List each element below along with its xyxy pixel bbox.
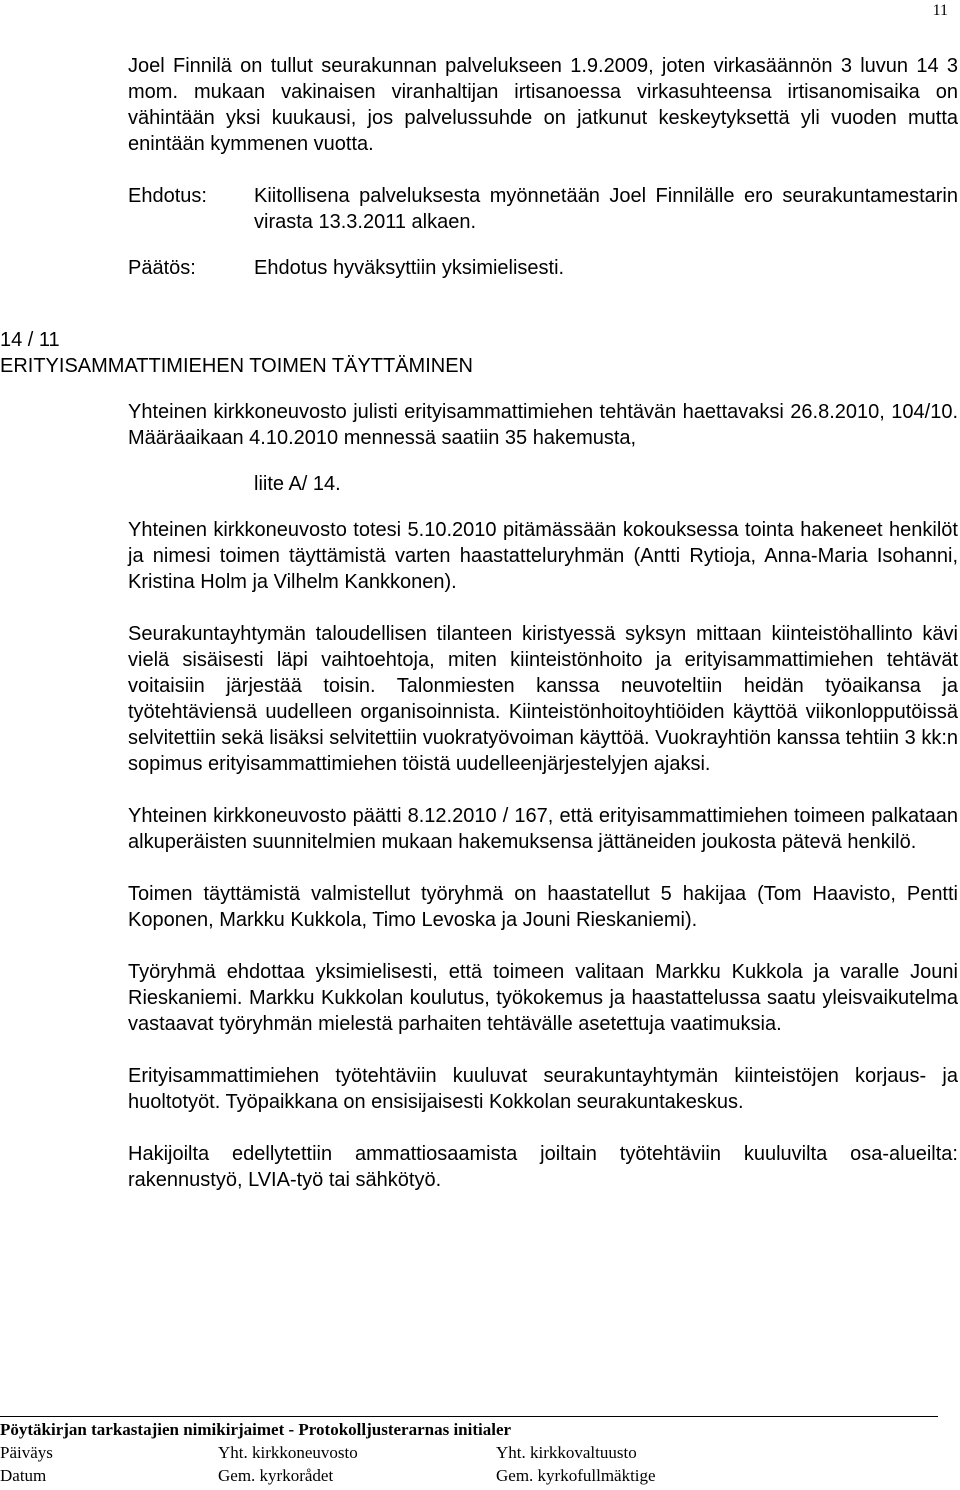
footer-assembly-sv: Gem. kyrkofullmäktige	[496, 1466, 656, 1485]
footer-divider	[0, 1416, 938, 1417]
footer	[0, 1418, 960, 1487]
section-title: ERITYISAMMATTIMIEHEN TOIMEN TÄYTTÄMINEN	[0, 355, 473, 377]
paragraph-8: Hakijoilta edellytettiin ammattiosaamista joiltain työtehtäviin kuuluvilta osa-alueilta: rakennustyö, LVIA-työ tai sähkötyö.	[128, 1143, 958, 1191]
footer-row-fi	[0, 1441, 960, 1464]
footer-date-label-sv: Datum	[0, 1466, 47, 1485]
paragraph-6: Työryhmä ehdottaa yksimielisesti, että toimeen valitaan Markku Kukkola ja varalle Jouni Rieskaniemi. Markku Kukkolan koulutus, työkokemus ja haastattelussa saatu yleisvaikutelma vastaavat työryhmän mielestä parhaiten tehtävälle asetettuja vaatimuksia.	[128, 961, 958, 1035]
footer-assembly-fi: Yht. kirkkovaltuusto	[496, 1443, 637, 1462]
paragraph-5: Toimen täyttämistä valmistellut työryhmä on haastatellut 5 hakijaa (Tom Haavisto, Pentti Koponen, Markku Kukkola, Timo Levoska ja Jouni Rieskaniemi).	[128, 883, 958, 931]
decision-text: Ehdotus hyväksyttiin yksimielisesti.	[254, 257, 565, 279]
footer-council-fi: Yht. kirkkoneuvosto	[218, 1443, 358, 1462]
paragraph-3: Seurakuntayhtymän taloudellisen tilanteen kiristyessä syksyn mittaan kiinteistöhallinto kävi vielä sisäisesti läpi vaihtoehtoja, miten kiinteistönhoito ja erityisammattimiehen tehtävät voitaisiin järjestää toisin. Talonmiesten kanssa neuvoteltiin heidän työaikansa ja työtehtäviensä uudelleen organisoinnista. Kiinteistönhoitoyhtiöiden käyttöä viikonlopputöissä selvitettiin sekä lisäksi selvitettiin vuokratyövoiman käyttöä. Vuokrayhtiön kanssa tehtiin 3 kk:n sopimus erityisammattimiehen töistä uudelleenjärjestelyjen ajaksi.	[128, 623, 958, 775]
proposal-text: Kiitollisena palveluksesta myönnetään Joel Finnilälle ero seurakuntamestarin virasta 13.3.2011 alkaen.	[254, 185, 958, 233]
proposal-label: Ehdotus:	[128, 185, 207, 207]
attachment-reference: liite A/ 14.	[254, 473, 341, 495]
section-number: 14 / 11	[0, 329, 60, 351]
decision-row	[128, 255, 958, 281]
page-number: 11	[932, 2, 948, 19]
footer-council-sv: Gem. kyrkorådet	[218, 1466, 334, 1485]
footer-title: Pöytäkirjan tarkastajien nimikirjaimet - Protokolljusterarnas initialer	[0, 1420, 512, 1439]
paragraph-1: Yhteinen kirkkoneuvosto julisti erityisammattimiehen tehtävän haettavaksi 26.8.2010, 104/10. Määräaikaan 4.10.2010 mennessä saatiin 35 hakemusta,	[128, 401, 958, 449]
document-body	[0, 53, 958, 1193]
footer-row-sv	[0, 1464, 960, 1487]
proposal-row	[128, 183, 958, 235]
intro-paragraph: Joel Finnilä on tullut seurakunnan palvelukseen 1.9.2009, joten virkasäännön 3 luvun 14 3 mom. mukaan vakinaisen viranhaltijan irtisanoessa virkasuhteensa irtisanomisaika on vähintään yksi kuukausi, jos palvelussuhde on jatkunut keskeytyksettä yli vuoden mutta enintään kymmenen vuotta.	[128, 55, 958, 155]
paragraph-7: Erityisammattimiehen työtehtäviin kuuluvat seurakuntayhtymän kiinteistöjen korjaus- ja huoltotyöt. Työpaikkana on ensisijaisesti Kokkolan seurakuntakeskus.	[128, 1065, 958, 1113]
footer-date-label-fi: Päiväys	[0, 1443, 53, 1462]
paragraph-4: Yhteinen kirkkoneuvosto päätti 8.12.2010 / 167, että erityisammattimiehen toimeen palkataan alkuperäisten suunnitelmien mukaan hakemuksensa jättäneiden joukosta pätevä henkilö.	[128, 805, 958, 853]
paragraph-2: Yhteinen kirkkoneuvosto totesi 5.10.2010 pitämässään kokouksessa tointa hakeneet henkilöt ja nimesi toimen täyttämistä varten haastatteluryhmän (Antti Rytioja, Anna-Maria Isohanni, Kristina Holm ja Vilhelm Kankkonen).	[128, 519, 958, 593]
decision-label: Päätös:	[128, 257, 196, 279]
